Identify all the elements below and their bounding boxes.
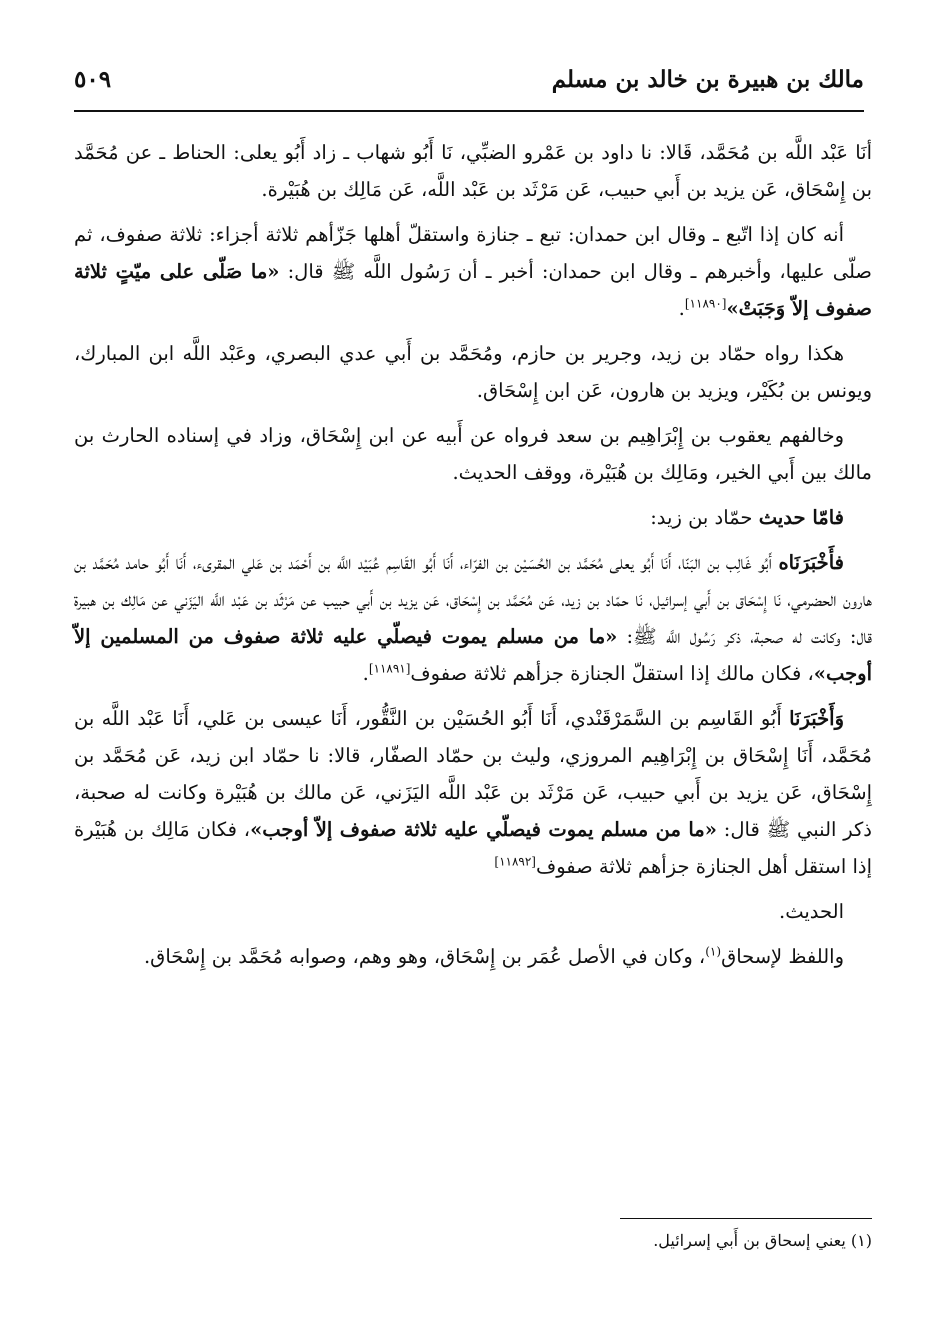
paragraph-8-text: الحديث. (779, 900, 844, 923)
paragraph-9-text: واللفظ لإسحاق (721, 945, 844, 968)
paragraph-9-cont: ، وكان في الأصل عُمَر بن إِسْحَاق، وهو وهم، وصوابه مُحَمَّد بن إِسْحَاق. (143, 945, 706, 968)
footnote-text: يعني إسحاق بن أَبي إسرائيل. (653, 1231, 851, 1250)
footnote (372, 1228, 872, 1254)
body-text (74, 134, 872, 983)
hadith-text: «ما من مسلم يموت فيصلّي عليه ثلاثة صفوف من المسلمين إلاّ أوجب» (74, 625, 872, 685)
paragraph-3-text: هكذا رواه حمّاد بن زيد، وجرير بن حازم، ومُحَمَّد بن أَبي عدي البصري، وعَبْد اللَّه ابن المبارك، ويونس بن بُكَيْر، ويزيد بن هارون، عَن ابن إِسْحَاق. (74, 342, 872, 402)
paragraph-4-text: وخالفهم يعقوب بن إِبْرَاهِيم بن سعد فرواه عن أَبيه عن ابن إِسْحَاق، وزاد في إسناده الحارث بن مالك بين أَبي الخير، ومَالِك بن هُبَيْرة، ووقف الحديث. (74, 424, 872, 484)
paragraph-2 (74, 216, 872, 327)
paragraph-7-text: أَبُو القَاسِم بن السَّمَرْقَنْدي، أَنَا أَبُو الحُسَيْن بن النَّقُّور، أَنَا عيسى بن عَلي، أَنَا عَبْد اللَّه بن مُحَمَّد، أَنَا إِسْحَاق بن إِبْرَاهِيم المروزي، وليث بن حمّاد الصفّار، قالا: نا حمّاد ابن زيد، عَن مُحَمَّد بن إِسْحَاق، عَن يزيد بن أَبي حبيب، عَن مَرْثَد بن عَبْد اللَّه اليَزَني، عَن مالك بن هُبَيْرة وكانت له صحبة، ذكر النبي ﷺ قال: (74, 707, 872, 841)
paragraph-8 (74, 893, 872, 930)
paragraph-6-text: أَبُو غَالِب بن البَنّا، أَنَا أَبُو يعلى مُحَمَّد بن الحُسَيْن بن الفرّاء، أَنَا أَبُو القَاسِم عُبَيْد اللَّه بن أَحْمَد بن عَلي المقرىء، أَنَا أَبُو حامد مُحَمَّد بن هارون الحضرمي، نَا إِسْحَاق بن أَبي إسرائيل، نَا حمّاد بن زيد، عَن مُحَمَّد بن إِسْحَاق، عَن يزيد بن أَبي حبيب عن مَرْثَد بن عَبْد اللَّه اليَزَني عن مَالِك بن هبيرة قال: وكانت له صحبة، ذكر رَسُول اللَّه ﷺ: (74, 551, 872, 648)
page-number: ٥٠٩ (74, 66, 112, 93)
footnote-marker: (١) (705, 944, 722, 959)
header-divider (74, 110, 864, 112)
paragraph-7-cont: ، فكان مَالِك بن هُبَيْرة إذا استقل أهل الجنازة جزأهم ثلاثة صفوف (74, 818, 872, 878)
page-header (74, 52, 864, 108)
reference-number: [١١٨٩٠] (684, 296, 727, 311)
paragraph-2-end: . (678, 297, 685, 320)
isnad-lead: فأَخْبَرَنَاه (778, 551, 844, 574)
paragraph-9 (74, 938, 872, 975)
paragraph-3 (74, 335, 872, 409)
paragraph-6 (74, 544, 872, 692)
paragraph-1 (74, 134, 872, 208)
paragraph-5-text: حمّاد بن زيد: (650, 506, 759, 529)
paragraph-6-cont: ، فكان مالك إذا استقلّ الجنازة جزأهم ثلاثة صفوف (410, 662, 814, 685)
reference-number: [١١٨٩١] (368, 661, 411, 676)
paragraph-7 (74, 700, 872, 885)
reference-number: [١١٨٩٢] (494, 854, 536, 869)
footnote-divider (620, 1218, 872, 1219)
paragraph-4 (74, 417, 872, 491)
footnote-number: (١) (850, 1231, 872, 1250)
hadith-text: «ما من مسلم يموت فيصلّي عليه ثلاثة صفوف إلاّ أوجب» (250, 818, 717, 841)
isnad-lead: وَأَخْبَرَنَا (789, 707, 844, 730)
running-title: مالك بن هبيرة بن خالد بن مسلم (551, 66, 864, 93)
section-lead: فامّا حديث (758, 506, 844, 529)
paragraph-6-end: . (362, 662, 369, 685)
paragraph-5 (74, 499, 872, 536)
hadith-text: «ما صَلّى على ميّتٍ ثلاثة صفوف إلاّ وَجَبَتْ» (74, 260, 872, 320)
paragraph-1-text: أنَا عَبْد اللَّه بن مُحَمَّد، قَالا: نا داود بن عَمْرو الضبِّي، نَا أَبُو شهاب ـ زاد أَبُو يعلى: الحناط ـ عن مُحَمَّد بن إِسْحَاق، عَن يزيد بن أَبي حبيب، عَن مَرْثَد بن عَبْد اللَّه، عَن مَالِك بن هُبَيْرة. (74, 141, 872, 201)
paragraph-2-text: أنه كان إذا اتّبع ـ وقال ابن حمدان: تبع ـ جنازة واستقلّ أهلها جَزّأهم ثلاثة أجزاء: ثلاثة صفوف، ثم صلّى عليها، وأخبرهم ـ وقال ابن حمدان: أخبر ـ أن رَسُول اللَّه ﷺ قال: (74, 223, 872, 283)
